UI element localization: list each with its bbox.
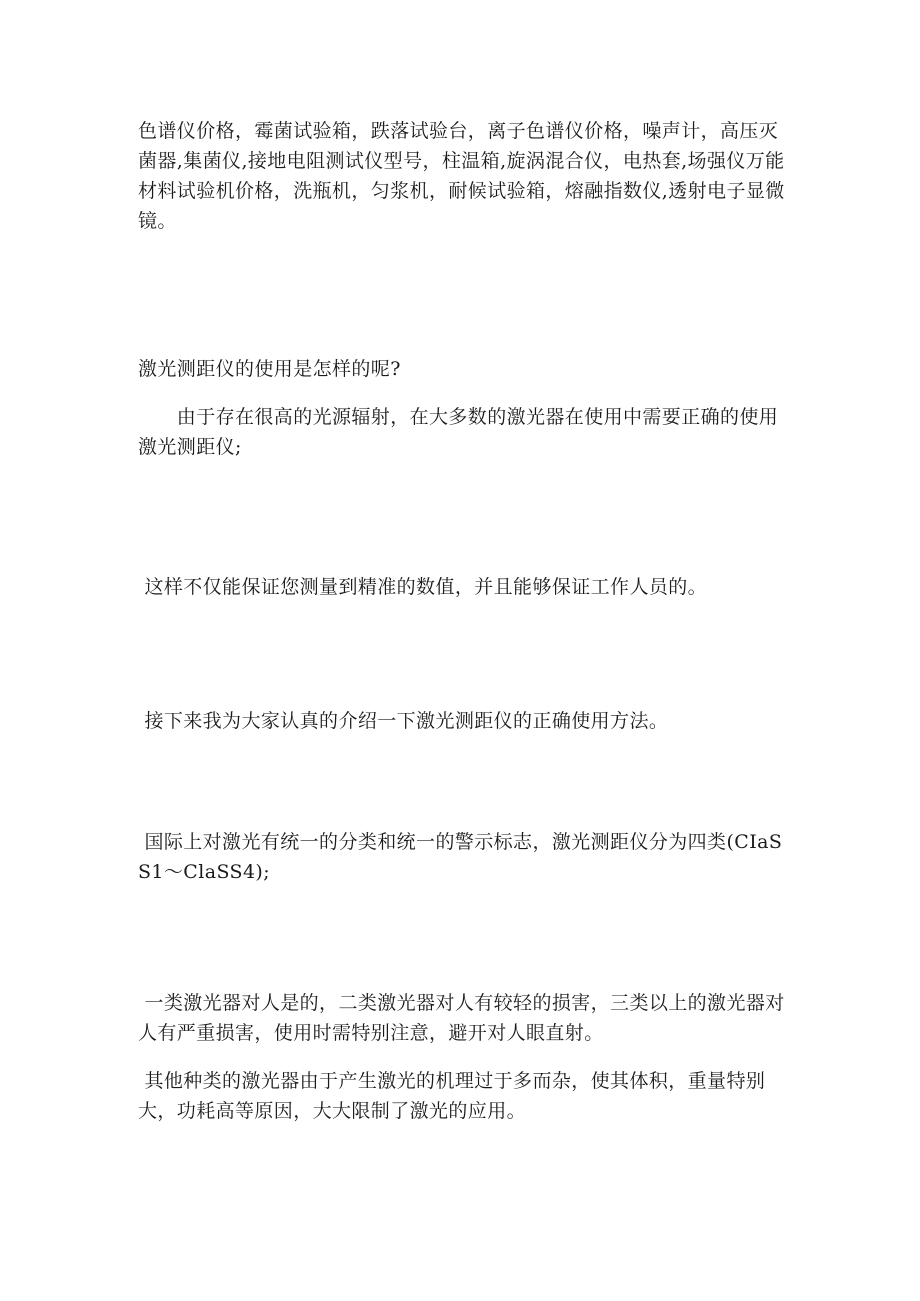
paragraph-other-lasers: 其他种类的激光器由于产生激光的机理过于多而杂，使其体积，重量特别大，功耗高等原因，大大限制了激光的应用。 [138, 1070, 766, 1122]
paragraph-accuracy: 这样不仅能保证您测量到精准的数值，并且能够保证工作人员的。 [138, 576, 708, 598]
paragraph-classification: 国际上对激光有统一的分类和统一的警示标志，激光测距仪分为四类(CIaSS1～ClaSS4); [138, 831, 783, 883]
paragraph-intro: 由于存在很高的光源辐射，在大多数的激光器在使用中需要正确的使用激光测距仪; [138, 406, 779, 458]
paragraph-method-intro: 接下来我为大家认真的介绍一下激光测距仪的正确使用方法。 [138, 710, 669, 732]
section-heading: 激光测距仪的使用是怎样的呢? [138, 358, 401, 380]
paragraph-instrument-list: 色谱仪价格，霉菌试验箱，跌落试验台，离子色谱仪价格，噪声计，高压灭菌器,集菌仪,接地电阻测试仪型号，柱温箱,旋涡混合仪，电热套,场强仪万能材料试验机价格，洗瓶机，匀浆机，耐候试验箱，熔融指数仪,透射电子显微镜。 [138, 120, 785, 232]
paragraph-class-harm: 一类激光器对人是的，二类激光器对人有较轻的损害，三类以上的激光器对人有严重损害，使用时需特别注意，避开对人眼直射。 [138, 992, 785, 1044]
